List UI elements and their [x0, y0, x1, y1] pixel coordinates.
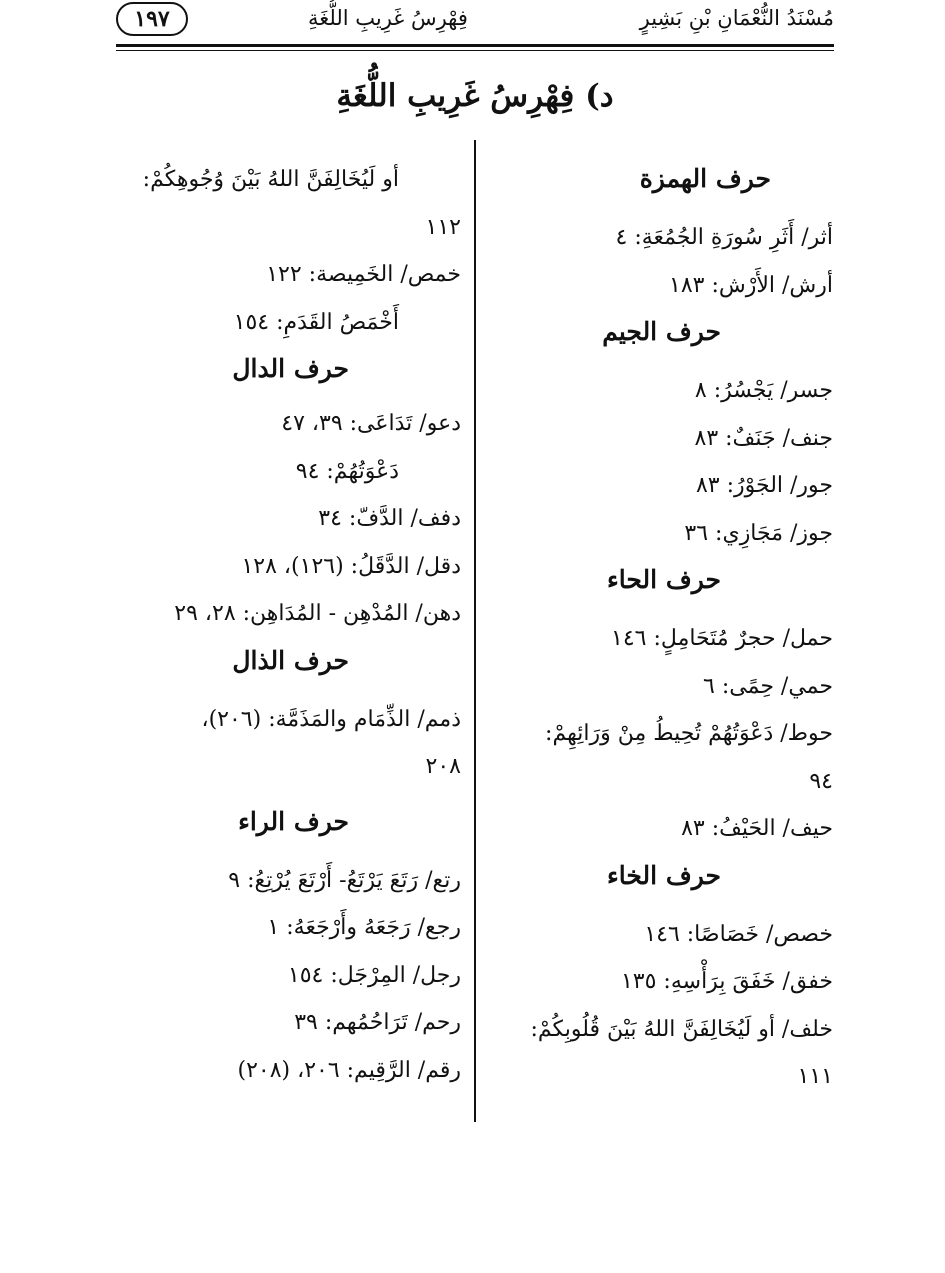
index-entry: جنف/ جَنَفٌ: ٨٣	[694, 425, 833, 451]
index-entry: دقل/ الدَّقَلُ: (١٢٦)، ١٢٨	[241, 553, 461, 579]
running-header-book-title: مُسْنَدُ النُّعْمَانِ بْنِ بَشِيرٍ	[639, 6, 834, 30]
index-entry: رحم/ تَرَاحُمُهم: ٣٩	[294, 1010, 461, 1035]
header-rule-thin	[116, 50, 834, 51]
index-entry: حمل/ حجرٌ مُتَحَامِلٍ: ١٤٦	[611, 626, 833, 651]
section-heading-hamza: حرف الهمزة	[639, 164, 771, 193]
running-header-section-title: فِهْرِسُ غَرِيبِ اللُّغَةِ	[308, 6, 468, 30]
page-title: د) فِهْرِسُ غَرِيبِ اللُّغَةِ	[336, 78, 614, 114]
index-entry: خمص/ الخَمِيصة: ١٢٢	[266, 262, 461, 287]
index-entry: ذمم/ الذِّمَام والمَذَمَّة: (٢٠٦)،	[201, 706, 461, 732]
index-entry: أرش/ الأَرْش: ١٨٣	[669, 272, 833, 298]
index-entry: حيف/ الحَيْفُ: ٨٣	[681, 816, 833, 841]
index-entry-continuation: ٩٤	[809, 768, 833, 794]
index-entry: خفق/ خَفَقَ بِرَأْسِهِ: ١٣٥	[620, 969, 833, 994]
left-column	[111, 156, 461, 1094]
index-entry: جوز/ مَجَازِي: ٣٦	[684, 520, 833, 546]
right-column	[488, 156, 833, 1101]
index-entry: دفف/ الدَّفّ: ٣٤	[318, 506, 461, 531]
index-entry: رجع/ رَجَعَهُ وأَرْجَعَهُ: ١	[267, 915, 461, 940]
index-entry-continuation: ١١٢	[425, 214, 461, 240]
index-entry: أو لَيُخَالِفَنَّ اللهُ بَيْنَ وُجُوهِكُمْ:	[142, 167, 399, 192]
page-number: ١٩٧	[116, 2, 188, 36]
index-entry: أثر/ أَثَرِ سُورَةِ الجُمُعَةِ: ٤	[615, 225, 833, 250]
index-entry: خلف/ أو لَيُخَالِفَنَّ اللهُ بَيْنَ قُلُوبِكُمْ:	[530, 1016, 833, 1042]
column-divider	[474, 140, 476, 1122]
section-heading-jim: حرف الجيم	[602, 317, 721, 346]
index-entry: حوط/ دَعْوَتُهُمْ تُحِيطُ مِنْ وَرَائِهِمْ:	[545, 721, 833, 746]
index-entry: خصص/ خَصَاصًا: ١٤٦	[644, 921, 833, 947]
index-entry-continuation: ٢٠٨	[425, 754, 461, 779]
index-entry-continuation: ١١١	[797, 1064, 833, 1089]
index-entry: دعو/ تَدَاعَى: ٣٩، ٤٧	[281, 411, 461, 436]
index-entry: دهن/ المُدْهِن - المُدَاهِن: ٢٨، ٢٩	[174, 601, 461, 626]
index-entry: رجل/ المِرْجَل: ١٥٤	[287, 962, 461, 988]
section-heading-kha: حرف الخاء	[607, 860, 721, 890]
index-entry: حمي/ حِمًى: ٦	[703, 673, 833, 699]
running-header	[116, 0, 834, 44]
index-entry: أَخْمَصُ القَدَمِ: ١٥٤	[233, 309, 399, 335]
index-entry: جور/ الجَوْرُ: ٨٣	[695, 473, 833, 498]
index-entry: رتع/ رَتَعَ يَرْتَعُ- أَرْتَعَ يُرْتِعُ: ٩	[228, 867, 461, 893]
section-heading-dhal: حرف الذال	[232, 645, 349, 675]
section-heading-ha: حرف الحاء	[607, 565, 721, 594]
index-entry: رقم/ الرَّقِيم: ٢٠٦، (٢٠٨)	[237, 1057, 461, 1083]
section-heading-ra: حرف الراء	[238, 806, 349, 836]
header-rule-thick	[116, 44, 834, 47]
index-entry: دَعْوَتُهُمْ: ٩٤	[295, 458, 399, 484]
section-heading-dal: حرف الدال	[232, 354, 349, 383]
index-entry: جسر/ يَجْسُرُ: ٨	[694, 378, 833, 403]
